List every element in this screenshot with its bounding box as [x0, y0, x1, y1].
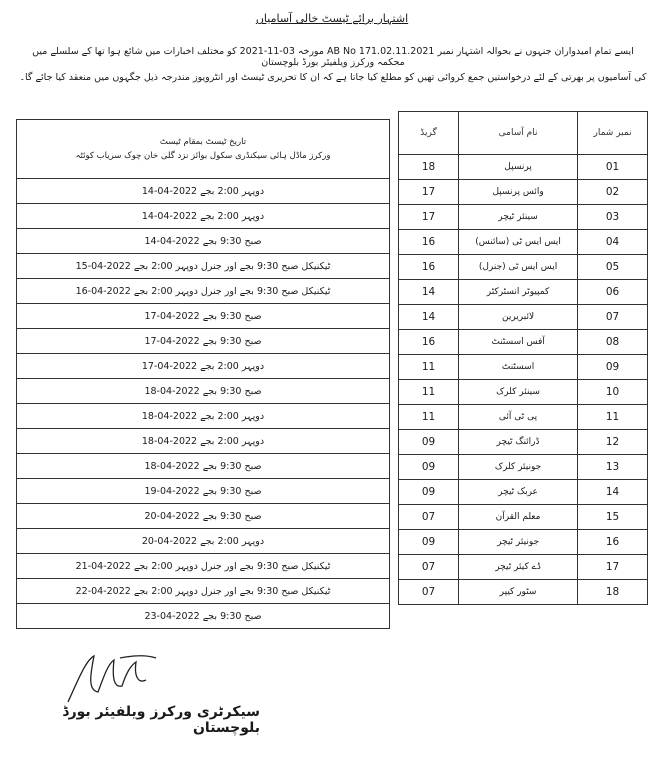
serial-number-cell: 15: [578, 505, 648, 530]
schedule-cell: 18-04-2022 صبح 9:30 بجے: [17, 454, 390, 479]
schedule-row: [17, 179, 390, 204]
schedule-row: [17, 579, 390, 604]
post-name-cell: پی ٹی آئی: [459, 405, 578, 430]
post-name-cell: اسسٹنٹ: [459, 355, 578, 380]
post-name-cell: سینئر ٹیچر: [459, 205, 578, 230]
grade-cell: 09: [399, 430, 459, 455]
post-row: [399, 205, 648, 230]
serial-number-cell: 04: [578, 230, 648, 255]
post-row: [399, 255, 648, 280]
schedule-cell: 19-04-2022 صبح 9:30 بجے: [17, 479, 390, 504]
grade-cell: 11: [399, 355, 459, 380]
schedule-row: [17, 454, 390, 479]
post-row: [399, 180, 648, 205]
schedule-row: [17, 279, 390, 304]
post-row: [399, 380, 648, 405]
serial-number-cell: 01: [578, 155, 648, 180]
serial-number-cell: 09: [578, 355, 648, 380]
post-row: [399, 480, 648, 505]
notice-title: اشتہار برائے ٹیسٹ خالی آسامیاں: [255, 12, 409, 25]
notice-intro-line-1: ایسے تمام امیدواران جنہوں نے بحوالہ اشتہار نمبر AB No 171.02.11.2021 مورخہ 03-11-2021 کو مختلف اخبارات میں شائع ہوا تھا کے سلسلے میں محکمہ ورکرز ویلفیئر بورڈ بلوچستان: [32, 46, 634, 68]
schedule-row: [17, 529, 390, 554]
schedule-row: [17, 229, 390, 254]
post-row: [399, 505, 648, 530]
schedule-cell: 17-04-2022 صبح 9:30 بجے: [17, 304, 390, 329]
serial-number-cell: 18: [578, 580, 648, 605]
signature-scribble: [60, 650, 170, 710]
post-row: [399, 555, 648, 580]
post-row: [399, 455, 648, 480]
serial-number-cell: 17: [578, 555, 648, 580]
post-row: [399, 230, 648, 255]
serial-number-cell: 05: [578, 255, 648, 280]
post-name-cell: سٹور کیپر: [459, 580, 578, 605]
serial-number-cell: 10: [578, 380, 648, 405]
post-name-cell: وائس پرنسپل: [459, 180, 578, 205]
schedule-cell: 15-04-2022 ٹیکنیکل صبح 9:30 بجے اور جنرل دوپہر 2:00 بجے: [17, 254, 390, 279]
post-name-cell: عربک ٹیچر: [459, 480, 578, 505]
serial-number-cell: 07: [578, 305, 648, 330]
grade-cell: 07: [399, 555, 459, 580]
schedule-row: [17, 329, 390, 354]
schedule-row: [17, 404, 390, 429]
grade-cell: 18: [399, 155, 459, 180]
post-name-cell: ڈرائنگ ٹیچر: [459, 430, 578, 455]
schedule-header-line-1: تاریخ ٹیسٹ بمقام ٹیسٹ: [159, 137, 247, 147]
schedule-row: [17, 429, 390, 454]
grade-cell: 09: [399, 455, 459, 480]
schedule-cell: 16-04-2022 ٹیکنیکل صبح 9:30 بجے اور جنرل دوپہر 2:00 بجے: [17, 279, 390, 304]
schedule-cell: 20-04-2022 دوپہر 2:00 بجے: [17, 529, 390, 554]
grade-cell: 09: [399, 480, 459, 505]
schedule-row: [17, 379, 390, 404]
schedule-cell: 18-04-2022 دوپہر 2:00 بجے: [17, 404, 390, 429]
grade-cell: 11: [399, 380, 459, 405]
serial-number-cell: 11: [578, 405, 648, 430]
serial-number-cell: 02: [578, 180, 648, 205]
schedule-row: [17, 304, 390, 329]
header-grade: گریڈ: [399, 112, 459, 155]
post-row: [399, 580, 648, 605]
schedule-cell: 14-04-2022 دوپہر 2:00 بجے: [17, 204, 390, 229]
schedule-row: [17, 254, 390, 279]
schedule-row: [17, 554, 390, 579]
schedule-row: [17, 204, 390, 229]
schedule-header: [17, 120, 390, 179]
header-post: نام آسامی: [459, 112, 578, 155]
post-name-cell: ایس ایس ٹی (جنرل): [459, 255, 578, 280]
schedule-cell: 21-04-2022 ٹیکنیکل صبح 9:30 بجے اور جنرل دوپہر 2:00 بجے: [17, 554, 390, 579]
post-row: [399, 530, 648, 555]
schedule-cell: 18-04-2022 صبح 9:30 بجے: [17, 379, 390, 404]
grade-cell: 16: [399, 230, 459, 255]
schedule-row: [17, 479, 390, 504]
post-name-cell: کمپیوٹر انسٹرکٹر: [459, 280, 578, 305]
schedule-cell: 22-04-2022 ٹیکنیکل صبح 9:30 بجے اور جنرل دوپہر 2:00 بجے: [17, 579, 390, 604]
post-row: [399, 280, 648, 305]
post-name-cell: آفس اسسٹنٹ: [459, 330, 578, 355]
grade-cell: 07: [399, 505, 459, 530]
post-row: [399, 155, 648, 180]
header-serial-number: نمبر شمار: [578, 112, 648, 155]
serial-number-cell: 14: [578, 480, 648, 505]
serial-number-cell: 08: [578, 330, 648, 355]
grade-cell: 07: [399, 580, 459, 605]
schedule-cell: 18-04-2022 دوپہر 2:00 بجے: [17, 429, 390, 454]
post-name-cell: پرنسپل: [459, 155, 578, 180]
serial-number-cell: 16: [578, 530, 648, 555]
schedule-cell: 17-04-2022 دوپہر 2:00 بجے: [17, 354, 390, 379]
post-row: [399, 330, 648, 355]
schedule-cell: 17-04-2022 صبح 9:30 بجے: [17, 329, 390, 354]
post-row: [399, 305, 648, 330]
grade-cell: 16: [399, 255, 459, 280]
signatory-title: سیکرٹری ورکرز ویلفیئر بورڈ بلوچستان: [62, 704, 260, 736]
post-name-cell: جونیئر ٹیچر: [459, 530, 578, 555]
serial-number-cell: 06: [578, 280, 648, 305]
notice-intro-line-2: کی آسامیوں پر بھرتی کے لئے درخواستیں جمع کروائی تھیں کو مطلع کیا جاتا ہے کہ ان کا تحریری ٹیسٹ اور انٹرویوز مندرجہ ذیل جگہوں میں منعقد کیا جائے گا۔: [19, 72, 647, 83]
schedule-cell: 14-04-2022 صبح 9:30 بجے: [17, 229, 390, 254]
post-name-cell: جونیئر کلرک: [459, 455, 578, 480]
grade-cell: 17: [399, 180, 459, 205]
schedule-cell: 23-04-2022 صبح 9:30 بجے: [17, 604, 390, 629]
schedule-row: [17, 604, 390, 629]
post-name-cell: ڈے کیئر ٹیچر: [459, 555, 578, 580]
test-schedule-table: [16, 119, 390, 629]
post-name-cell: لائبریرین: [459, 305, 578, 330]
post-name-cell: سینئر کلرک: [459, 380, 578, 405]
schedule-row: [17, 354, 390, 379]
post-row: [399, 355, 648, 380]
grade-cell: 14: [399, 280, 459, 305]
post-row: [399, 430, 648, 455]
serial-number-cell: 13: [578, 455, 648, 480]
serial-number-cell: 12: [578, 430, 648, 455]
schedule-cell: 20-04-2022 صبح 9:30 بجے: [17, 504, 390, 529]
posts-table: [398, 111, 648, 605]
grade-cell: 09: [399, 530, 459, 555]
schedule-cell: 14-04-2022 دوپہر 2:00 بجے: [17, 179, 390, 204]
signature-block: [20, 650, 260, 750]
schedule-row: [17, 504, 390, 529]
schedule-header-line-2: ورکرز ماڈل ہائی سیکنڈری سکول بوائز نزد گلی خان چوک سریاب کوئٹہ: [75, 151, 331, 161]
serial-number-cell: 03: [578, 205, 648, 230]
grade-cell: 14: [399, 305, 459, 330]
grade-cell: 16: [399, 330, 459, 355]
post-name-cell: ایس ایس ٹی (سائنس): [459, 230, 578, 255]
post-row: [399, 405, 648, 430]
grade-cell: 17: [399, 205, 459, 230]
post-name-cell: معلم القرآن: [459, 505, 578, 530]
grade-cell: 11: [399, 405, 459, 430]
